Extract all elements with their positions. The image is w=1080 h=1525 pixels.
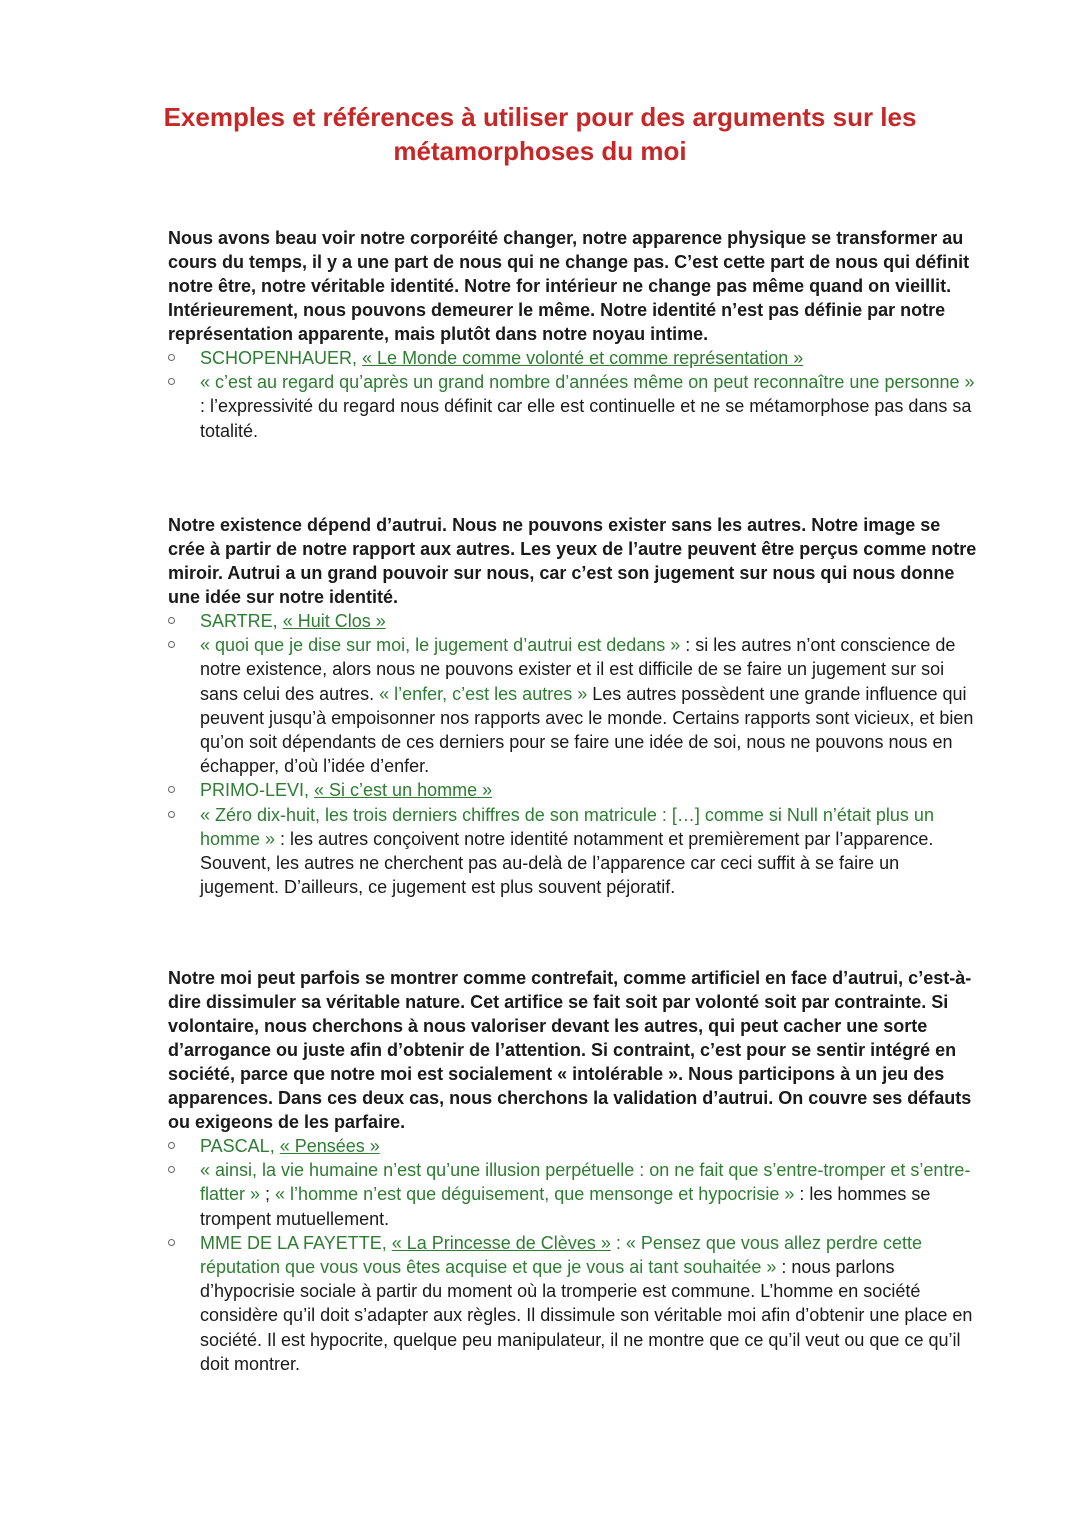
quote: « ainsi, la vie humaine n’est qu’une illusion perpétuelle : on ne fait que s’entre-tromper et s’entre-flatter » xyxy=(200,1160,971,1205)
bullet-icon xyxy=(168,811,175,818)
quote: « l’enfer, c’est les autres » xyxy=(379,683,588,704)
bullet-icon xyxy=(168,1239,175,1246)
commentary: : l’expressivité du regard nous définit car elle est continuelle et ne se métamorphose pas dans sa totalité. xyxy=(200,396,972,441)
reference-item xyxy=(168,370,980,443)
commentary: : les autres conçoivent notre identité notamment et premièrement par l’apparence. Souvent, les autres ne cherchent pas au-delà de l’apparence car ceci suffit à se faire un jugement. D’ailleurs, ce jugement est plus souvent péjoratif. xyxy=(200,828,934,898)
bullet-icon xyxy=(168,378,175,385)
work-link[interactable]: « Le Monde comme volonté et comme représentation » xyxy=(362,348,804,368)
section-intro: Nous avons beau voir notre corporéité changer, notre apparence physique se transformer au cours du temps, il y a une part de nous qui ne change pas. C’est cette part de nous qui définit notre être, notre véritable identité. Notre for intérieur ne change pas même quand on vieillit. Intérieurement, nous pouvons demeurer le même. Notre identité n’est pas définie par notre représentation apparente, mais plutôt dans notre noyau intime. xyxy=(168,228,970,344)
work-link[interactable]: « La Princesse de Clèves » xyxy=(391,1232,611,1253)
author-name: MME DE LA FAYETTE, xyxy=(200,1232,392,1253)
reference-item xyxy=(168,1158,980,1231)
page-title: Exemples et références à utiliser pour des arguments sur les métamorphoses du moi xyxy=(163,102,917,166)
section-identity xyxy=(168,226,980,443)
section-intro: Notre moi peut parfois se montrer comme contrefait, comme artificiel en face d’autrui, c’est-à-dire dissimuler sa véritable nature. Cet artifice se fait soit par volonté soit par contrainte. Si volontaire, nous cherchons à nous valoriser devant les autres, qui peut cacher une sorte d’arrogance ou juste afin d’obtenir de l’attention. Si contraint, c’est pour se sentir intégré en société, parce que notre moi est socialement « intolérable ». Nous participons à un jeu des apparences. Dans ces deux cas, nous cherchons la validation d’autrui. On couvre ses défauts ou exigeons de les parfaire. xyxy=(168,968,972,1132)
author-name: SCHOPENHAUER, xyxy=(200,348,363,368)
bullet-icon xyxy=(168,786,175,793)
author-name: SARTRE, xyxy=(200,611,283,631)
section-intro: Notre existence dépend d’autrui. Nous ne pouvons exister sans les autres. Notre image se crée à partir de notre rapport aux autres. Les yeux de l’autre peuvent être perçus comme notre miroir. Autrui a un grand pouvoir sur nous, car c’est son jugement sur nous qui nous donne une idée sur notre identité. xyxy=(168,515,977,607)
commentary: Les autres possèdent une grande influence qui peuvent jusqu’à empoisonner nos rapports avec le monde. Certains rapports sont vicieux, et bien qu’on soit dépendants de ces derniers pour se faire une idée de soi, nous ne pouvons nous en échapper, d’où l’idée d’enfer. xyxy=(200,683,974,777)
reference-item xyxy=(168,1231,980,1376)
author-name: PASCAL, xyxy=(200,1136,280,1156)
reference-item xyxy=(168,346,980,370)
bullet-icon xyxy=(168,1142,175,1149)
reference-item xyxy=(168,1134,980,1158)
separator: ; xyxy=(260,1184,276,1205)
quote: « quoi que je dise sur moi, le jugement d’autrui est dedans » xyxy=(200,635,681,656)
quote: : « Pensez que vous allez perdre cette réputation que vous vous êtes acquise et que je vous ai tant souhaitée » xyxy=(200,1232,923,1278)
reference-list xyxy=(168,1134,980,1376)
work-link[interactable]: « Huit Clos » xyxy=(282,611,386,631)
section-appearances xyxy=(168,966,980,1376)
commentary: : si les autres n’ont conscience de notre existence, alors nous ne pouvons exister et il est difficile de se faire un jugement sur soi sans celui des autres. xyxy=(200,635,956,704)
reference-list xyxy=(168,346,980,443)
reference-item xyxy=(168,778,980,802)
section-others xyxy=(168,513,980,899)
quote: « c’est au regard qu’après un grand nombre d’années même on peut reconnaître une personne » xyxy=(200,372,975,393)
work-link[interactable]: « Pensées » xyxy=(279,1136,380,1156)
bullet-icon xyxy=(168,1166,175,1173)
commentary: : nous parlons d’hypocrisie sociale à partir du moment où la tromperie est commune. L’homme en société considère qu’il doit s’adapter aux règles. Il dissimule son véritable moi afin d’obtenir une place en société. Il est hypocrite, quelque peu manipulateur, il ne montre que ce qu’il veut ou que ce qu’il doit montrer. xyxy=(200,1257,973,1374)
quote: « Zéro dix-huit, les trois derniers chiffres de son matricule : […] comme si Null n’était plus un homme » xyxy=(200,804,934,849)
reference-item xyxy=(168,609,980,633)
quote: « l’homme n’est que déguisement, que mensonge et hypocrisie » xyxy=(275,1184,795,1205)
author-name: PRIMO-LEVI, xyxy=(200,780,315,801)
reference-list xyxy=(168,609,980,899)
bullet-icon xyxy=(168,641,175,648)
bullet-icon xyxy=(168,354,175,361)
commentary: : les hommes se trompent mutuellement. xyxy=(200,1184,931,1229)
reference-item xyxy=(168,633,980,778)
bullet-icon xyxy=(168,617,175,624)
work-link[interactable]: « Si c’est un homme » xyxy=(314,780,493,801)
reference-item xyxy=(168,803,980,900)
